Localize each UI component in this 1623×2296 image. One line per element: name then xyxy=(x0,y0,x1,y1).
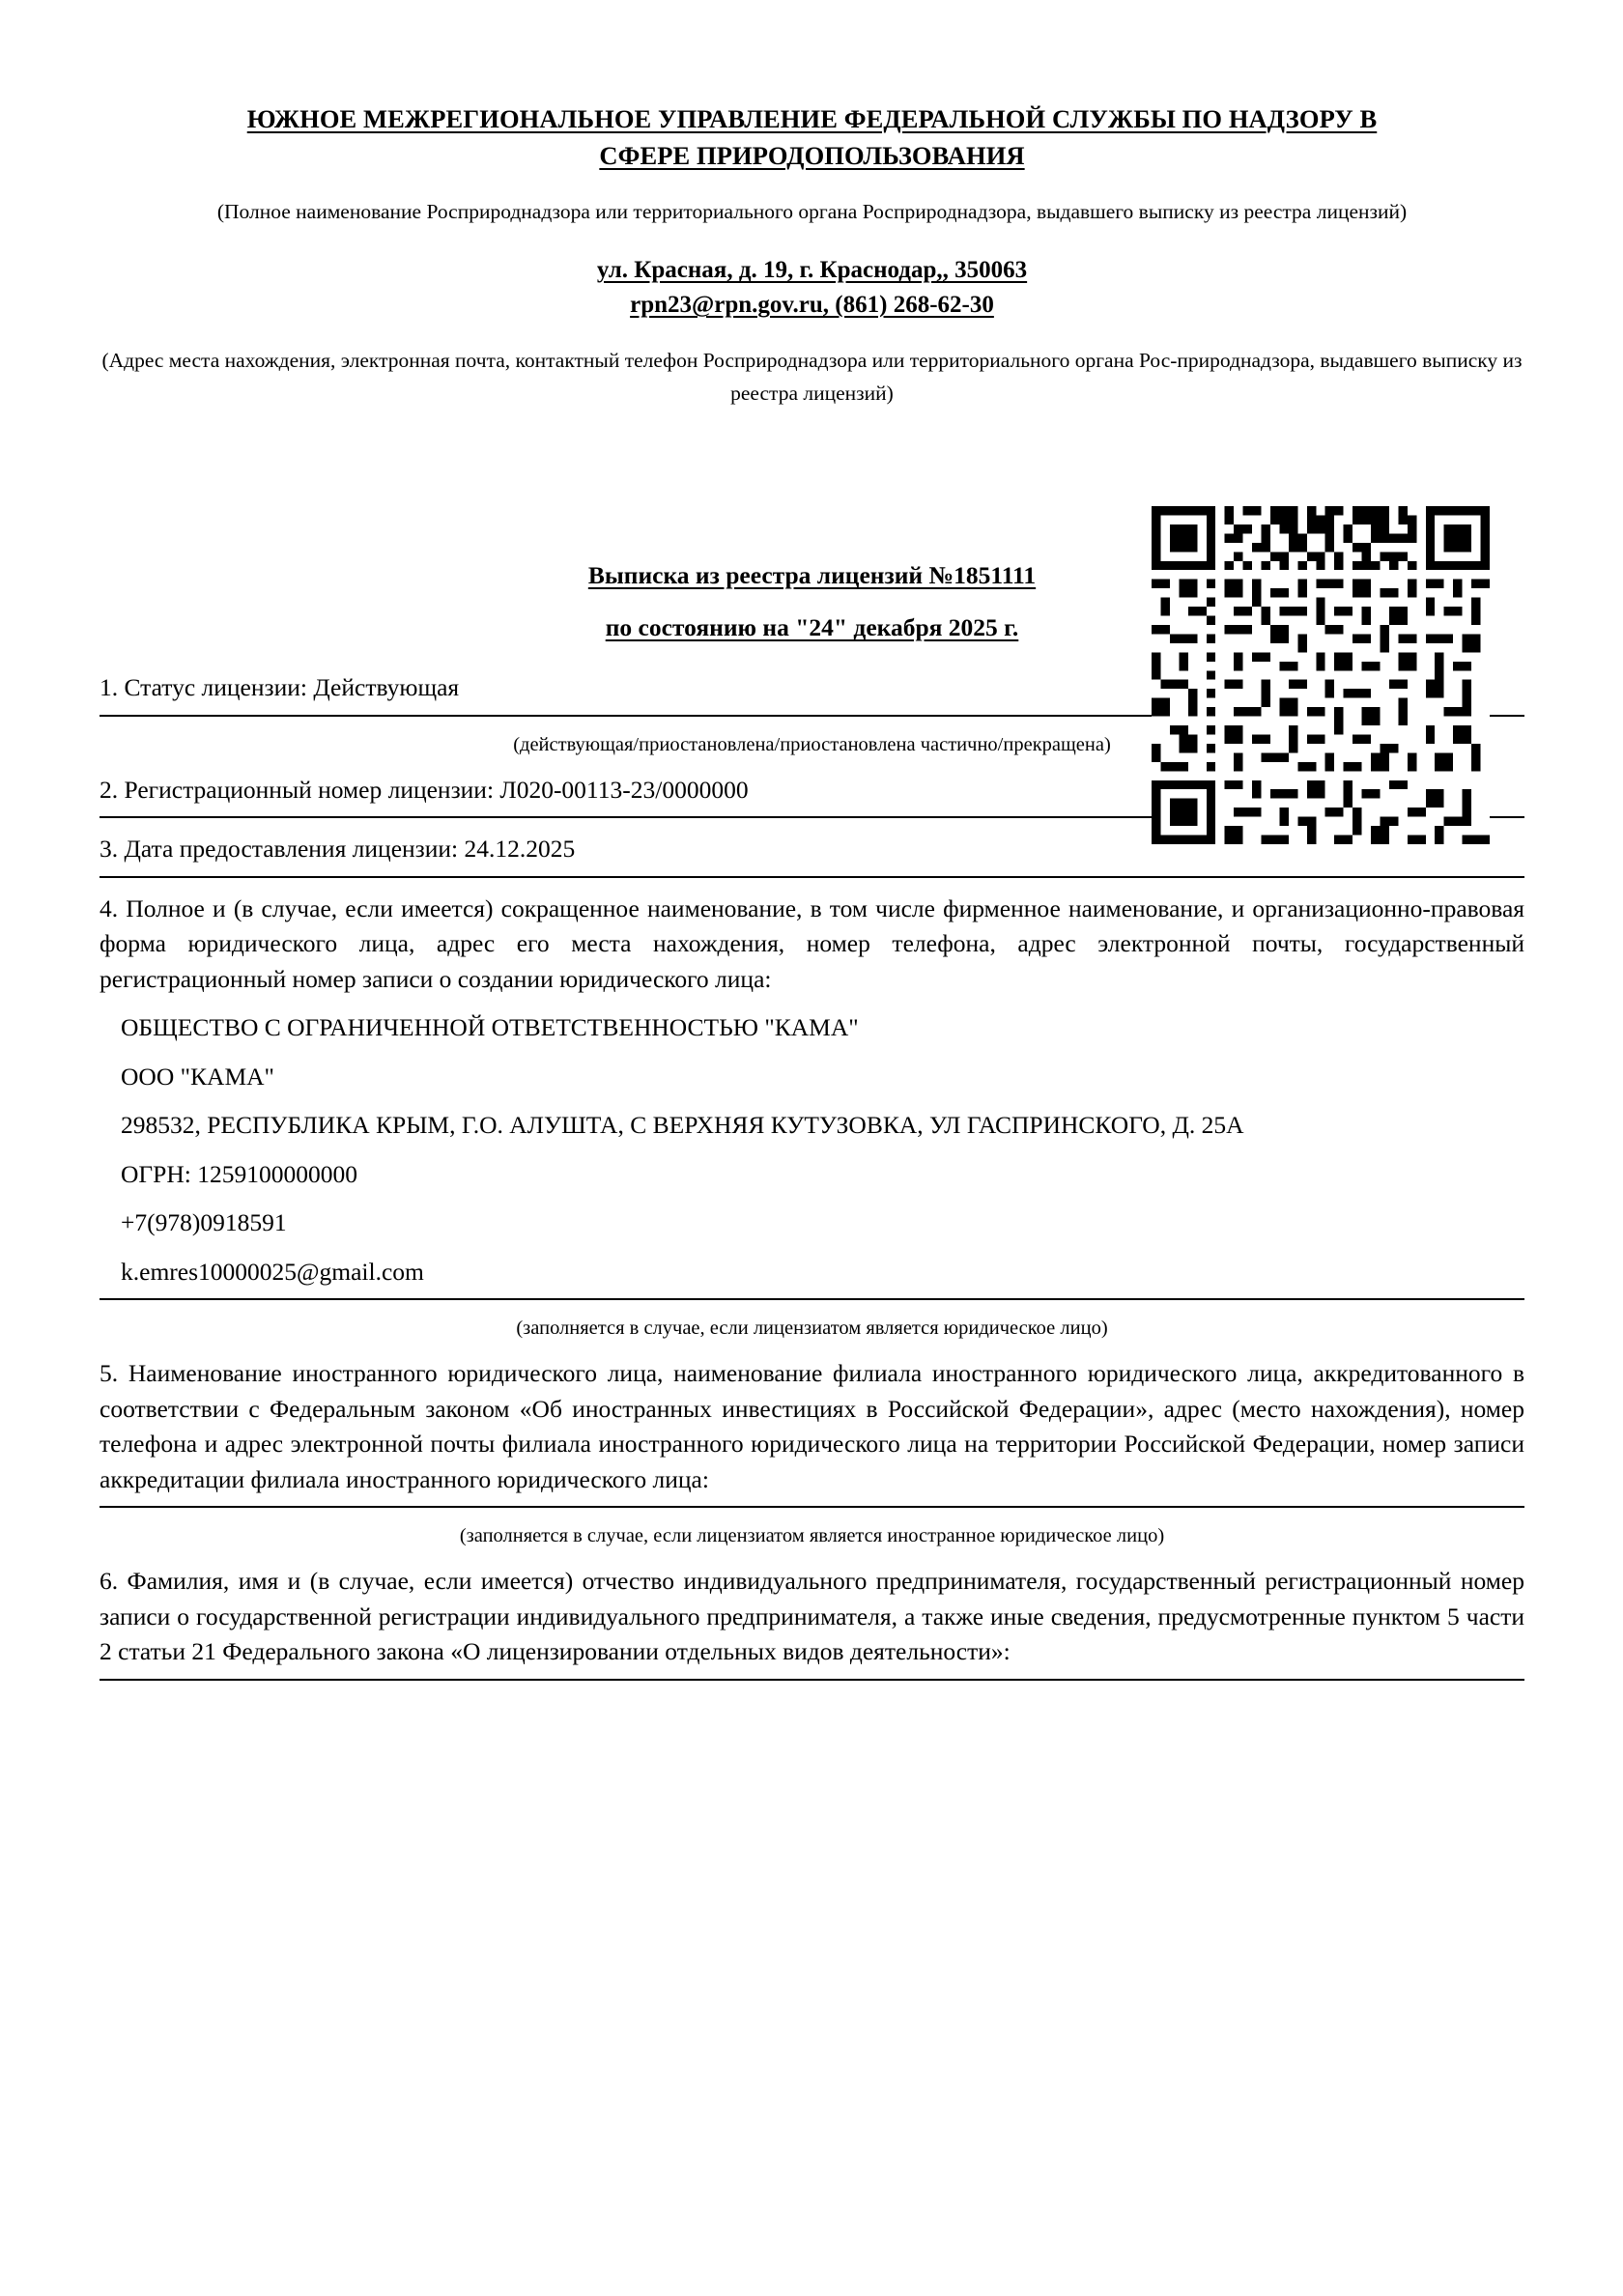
legal-entity-short-name: ООО "КАМА" xyxy=(121,1062,274,1091)
legal-entity-address: 298532, РЕСПУБЛИКА КРЫМ, Г.О. АЛУШТА, С ВЕРХНЯЯ КУТУЗОВКА, УЛ ГАСПРИНСКОГО, Д. 25А xyxy=(121,1111,1244,1139)
item-4-legal-entity-values xyxy=(100,1010,1524,1290)
authority-name xyxy=(100,100,1524,174)
item-1-note: (действующая/приостановлена/приостановлена частично/прекращена) xyxy=(513,733,1111,755)
item-1-license-status: 1. Статус лицензии: Действующая xyxy=(100,673,460,701)
authority-address-caption: (Адрес места нахождения, электронная почта, контактный телефон Росприроднадзора или территориального органа Рос-природнадзора, выдавшего выписку из реестра лицензий) xyxy=(101,349,1523,405)
qr-code-icon xyxy=(1152,506,1490,844)
page-subtitle-text: по состоянию на "24" декабря 2025 г. xyxy=(605,613,1019,641)
authority-address-line: ул. Красная, д. 19, г. Краснодар,, 350063 xyxy=(596,257,1028,283)
page-title-text: Выписка из реестра лицензий №1851111 xyxy=(587,561,1037,589)
item-5-foreign-entity-heading: 5. Наименование иностранного юридического лица, наименование филиала иностранного юридического лица, аккредитованного в соответствии с Федеральным законом «Об иностранных инвестициях в Российской Федерации», адрес (место нахождения), номер телефона и адрес электронной почты филиала иностранного юридического лица на территории Российской Федерации, номер записи аккредитации филиала иностранного юридического лица: xyxy=(100,1359,1524,1493)
item-6-individual-entrepreneur-heading: 6. Фамилия, имя и (в случае, если имеется) отчество индивидуального предпринимателя, государственный регистрационный номер записи о государственной регистрации индивидуального предпринимателя, а также иные сведения, предусмотренные пунктом 5 части 2 статьи 21 Федерального закона «О лицензировании отдельных видов деятельности»: xyxy=(100,1567,1524,1665)
authority-address xyxy=(100,253,1524,323)
document-page xyxy=(100,0,1524,2296)
item-4-note: (заполняется в случае, если лицензиатом является юридическое лицо) xyxy=(516,1318,1108,1339)
authority-name-line-2: СФЕРЕ ПРИРОДОПОЛЬЗОВАНИЯ xyxy=(599,141,1025,170)
divider-after-item-6 xyxy=(100,1679,1524,1681)
authority-name-caption: (Полное наименование Росприроднадзора или территориального органа Росприроднадзора, выдавшего выписку из реестра лицензий) xyxy=(216,200,1408,223)
item-4-legal-entity-heading: 4. Полное и (в случае, если имеется) сокращенное наименование, в том числе фирменное наименование, и организационно-правовая форма юридического лица, адрес его места нахождения, номер телефона, адрес электронной почты, государственный регистрационный номер записи о создании юридического лица: xyxy=(100,893,1524,993)
item-5-note: (заполняется в случае, если лицензиатом является иностранное юридическое лицо) xyxy=(459,1525,1165,1546)
legal-entity-email: k.emres10000025@gmail.com xyxy=(121,1257,424,1286)
authority-name-line-1: ЮЖНОЕ МЕЖРЕГИОНАЛЬНОЕ УПРАВЛЕНИЕ ФЕДЕРАЛЬНОЙ СЛУЖБЫ ПО НАДЗОРУ В xyxy=(246,104,1378,133)
legal-entity-ogrn: ОГРН: 1259100000000 xyxy=(121,1159,357,1188)
legal-entity-phone: +7(978)0918591 xyxy=(121,1208,287,1236)
authority-contact-line: rpn23@rpn.gov.ru, (861) 268-62-30 xyxy=(630,292,994,318)
item-2-registration-number: 2. Регистрационный номер лицензии: Л020-00113-23/0000000 xyxy=(100,775,749,804)
item-3-issue-date: 3. Дата предоставления лицензии: 24.12.2025 xyxy=(100,835,576,863)
legal-entity-full-name: ОБЩЕСТВО С ОГРАНИЧЕННОЙ ОТВЕТСТВЕННОСТЬЮ "КАМА" xyxy=(121,1013,859,1041)
